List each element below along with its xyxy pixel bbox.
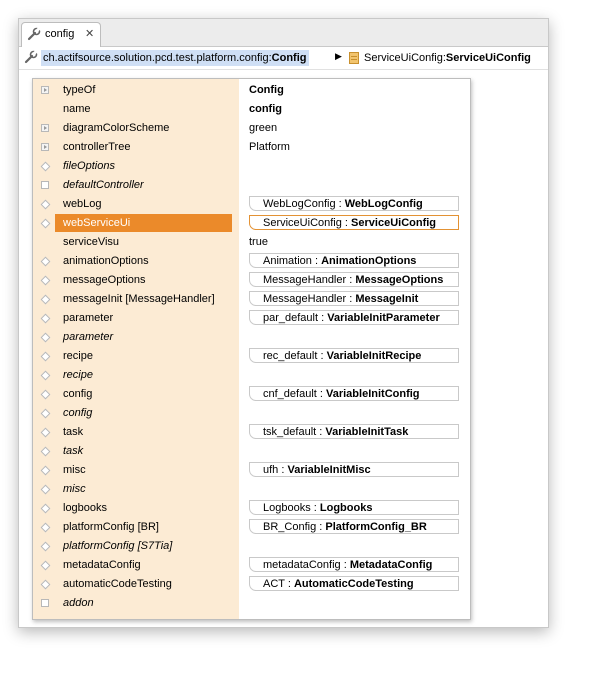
property-row[interactable] [33, 575, 470, 594]
property-panel [32, 78, 471, 620]
property-name: platformConfig [BR] [63, 521, 159, 533]
property-value[interactable]: config [249, 103, 282, 115]
property-name: metadataConfig [63, 559, 141, 571]
diamond-marker-icon[interactable] [41, 447, 51, 457]
property-row[interactable] [33, 366, 470, 385]
reference-name: VariableInitRecipe [326, 350, 422, 362]
reference-value[interactable] [249, 424, 459, 439]
diamond-marker-icon[interactable] [41, 409, 51, 419]
reference-label [263, 578, 414, 590]
reference-type: MessageHandler [263, 293, 347, 305]
reference-name: MetadataConfig [349, 559, 433, 571]
diamond-marker-icon[interactable] [41, 219, 51, 229]
reference-label [263, 426, 408, 438]
property-name: parameter [63, 331, 114, 343]
reference-name: Logbooks [319, 502, 373, 514]
property-name: addon [63, 597, 94, 609]
tab-config[interactable] [21, 22, 101, 47]
wrench-icon [24, 50, 38, 67]
property-row[interactable] [33, 556, 470, 575]
property-name: webLog [63, 198, 102, 210]
diamond-marker-icon[interactable] [41, 276, 51, 286]
diamond-marker-icon[interactable] [41, 200, 51, 210]
property-row[interactable] [33, 157, 470, 176]
reference-type: metadataConfig [263, 559, 341, 571]
reference-name: VariableInitConfig [326, 388, 420, 400]
diamond-marker-icon[interactable] [41, 257, 51, 267]
reference-label [263, 521, 427, 533]
reference-name: PlatformConfig_BR [325, 521, 427, 533]
property-name: platformConfig [S7Tia] [63, 540, 173, 552]
reference-value[interactable] [249, 576, 459, 591]
diamond-marker-icon[interactable] [41, 485, 51, 495]
reference-separator: : [346, 274, 356, 286]
reference-value[interactable] [249, 386, 459, 401]
property-row[interactable] [33, 176, 470, 195]
property-row[interactable] [33, 271, 470, 290]
property-row[interactable] [33, 309, 470, 328]
property-name: recipe [63, 369, 93, 381]
reference-name: VariableInitTask [325, 426, 409, 438]
property-row[interactable] [33, 328, 470, 347]
property-value[interactable]: green [249, 122, 278, 134]
reference-type: ufh [263, 464, 279, 476]
reference-separator: : [316, 388, 326, 400]
property-row[interactable] [33, 252, 470, 271]
reference-label [263, 559, 432, 571]
property-name: name [63, 103, 91, 115]
property-row[interactable] [33, 138, 470, 157]
reference-value[interactable] [249, 291, 459, 306]
resource-icon [349, 52, 359, 64]
reference-label [263, 502, 372, 514]
diamond-marker-icon[interactable] [41, 466, 51, 476]
property-row[interactable] [33, 461, 470, 480]
property-name: serviceVisu [63, 236, 120, 248]
reference-name: WebLogConfig [344, 198, 423, 210]
reference-label [263, 350, 421, 362]
breadcrumb [19, 47, 548, 70]
breadcrumb-name: ServiceUiConfig [445, 52, 531, 64]
reference-value[interactable] [249, 310, 459, 325]
diamond-marker-icon[interactable] [41, 523, 51, 533]
property-name: parameter [63, 312, 114, 324]
breadcrumb-type: ServiceUiConfig: [364, 52, 446, 64]
reference-value[interactable] [249, 500, 459, 515]
reference-name: VariableInitMisc [287, 464, 371, 476]
breadcrumb-item-serviceuiconfig[interactable] [364, 50, 531, 66]
reference-type: Logbooks [263, 502, 311, 514]
property-name: config [63, 388, 93, 400]
diamond-marker-icon[interactable] [41, 371, 51, 381]
property-value[interactable]: true [249, 236, 268, 248]
property-row[interactable] [33, 81, 470, 100]
property-name: misc [63, 483, 86, 495]
tab-label: config [45, 28, 75, 40]
reference-type: Animation [263, 255, 312, 267]
reference-label [263, 274, 443, 286]
reference-type: ServiceUiConfig [263, 217, 342, 229]
property-row[interactable] [33, 499, 470, 518]
reference-type: ACT [263, 578, 285, 590]
reference-separator: : [316, 521, 326, 533]
reference-separator: : [346, 293, 356, 305]
diamond-marker-icon[interactable] [41, 561, 51, 571]
square-marker-icon[interactable] [41, 599, 49, 607]
reference-label [263, 293, 418, 305]
reference-label [263, 198, 423, 210]
reference-value[interactable] [249, 519, 459, 534]
reference-value[interactable] [249, 196, 459, 211]
diamond-marker-icon[interactable] [41, 352, 51, 362]
chevron-right-icon[interactable]: ▶ [335, 51, 342, 61]
expand-arrow-icon[interactable] [41, 143, 49, 151]
reference-type: WebLogConfig [263, 198, 336, 210]
reference-label [263, 255, 416, 267]
property-row[interactable] [33, 404, 470, 423]
reference-name: MessageInit [355, 293, 419, 305]
property-row[interactable] [33, 195, 470, 214]
property-row[interactable] [33, 442, 470, 461]
property-row[interactable] [33, 119, 470, 138]
property-row[interactable] [33, 423, 470, 442]
reference-name: MessageOptions [355, 274, 444, 286]
reference-label [263, 312, 440, 324]
reference-separator: : [317, 350, 327, 362]
property-name: controllerTree [63, 141, 131, 153]
reference-separator: : [311, 255, 322, 267]
reference-type: rec_default [263, 350, 318, 362]
property-name: diagramColorScheme [63, 122, 170, 134]
reference-separator: : [340, 559, 350, 571]
square-marker-icon[interactable] [41, 181, 49, 189]
reference-type: par_default [263, 312, 319, 324]
tab-bar [19, 19, 548, 47]
reference-name: AutomaticCodeTesting [293, 578, 414, 590]
property-row[interactable] [33, 385, 470, 404]
diamond-marker-icon[interactable] [41, 295, 51, 305]
expand-arrow-icon[interactable] [41, 86, 49, 94]
property-name: webServiceUi [63, 217, 131, 229]
reference-separator: : [310, 502, 320, 514]
breadcrumb-path: ch.actifsource.solution.pcd.test.platform.config: [43, 52, 272, 64]
property-name: messageInit [MessageHandler] [63, 293, 215, 305]
reference-label [263, 388, 420, 400]
reference-separator: : [335, 198, 345, 210]
property-row[interactable] [33, 537, 470, 556]
property-name: typeOf [63, 84, 96, 96]
reference-separator: : [318, 312, 328, 324]
reference-name: ServiceUiConfig [351, 217, 437, 229]
diamond-marker-icon[interactable] [41, 428, 51, 438]
property-row[interactable] [33, 594, 470, 613]
property-name: task [63, 426, 84, 438]
diamond-marker-icon[interactable] [41, 314, 51, 324]
property-row[interactable] [33, 233, 470, 252]
reference-label [263, 217, 436, 229]
property-row[interactable] [33, 518, 470, 537]
property-name: recipe [63, 350, 93, 362]
reference-value[interactable] [249, 348, 459, 363]
wrench-icon [27, 27, 41, 44]
diamond-marker-icon[interactable] [41, 390, 51, 400]
breadcrumb-name: Config [271, 52, 307, 64]
reference-type: BR_Config [263, 521, 317, 533]
diamond-marker-icon[interactable] [41, 542, 51, 552]
reference-type: cnf_default [263, 388, 317, 400]
reference-type: MessageHandler [263, 274, 347, 286]
property-name: defaultController [63, 179, 144, 191]
diamond-marker-icon[interactable] [41, 162, 51, 172]
diamond-marker-icon[interactable] [41, 333, 51, 343]
property-name: animationOptions [63, 255, 149, 267]
property-row[interactable] [33, 100, 470, 119]
property-value[interactable]: Platform [249, 141, 290, 153]
property-name: messageOptions [63, 274, 146, 286]
reference-separator: : [316, 426, 326, 438]
property-row[interactable] [33, 347, 470, 366]
reference-name: VariableInitParameter [327, 312, 440, 324]
property-name: task [63, 445, 84, 457]
reference-value[interactable] [249, 462, 459, 477]
property-row[interactable] [33, 480, 470, 499]
diamond-marker-icon[interactable] [41, 580, 51, 590]
reference-separator: : [278, 464, 288, 476]
property-value[interactable]: Config [249, 84, 284, 96]
breadcrumb-item-config[interactable] [41, 50, 309, 66]
property-name: misc [63, 464, 86, 476]
reference-separator: : [284, 578, 294, 590]
property-name: logbooks [63, 502, 108, 514]
reference-value[interactable] [249, 253, 459, 268]
reference-value[interactable] [249, 215, 459, 230]
property-row[interactable] [33, 290, 470, 309]
reference-value[interactable] [249, 272, 459, 287]
property-name: config [63, 407, 93, 419]
reference-type: tsk_default [263, 426, 317, 438]
reference-label [263, 464, 371, 476]
reference-value[interactable] [249, 557, 459, 572]
expand-arrow-icon[interactable] [41, 124, 49, 132]
property-row[interactable] [33, 214, 470, 233]
property-name: fileOptions [63, 160, 115, 172]
reference-separator: : [341, 217, 352, 229]
diamond-marker-icon[interactable] [41, 504, 51, 514]
close-icon[interactable]: ✕ [85, 28, 95, 40]
property-name: automaticCodeTesting [63, 578, 172, 590]
reference-name: AnimationOptions [321, 255, 417, 267]
